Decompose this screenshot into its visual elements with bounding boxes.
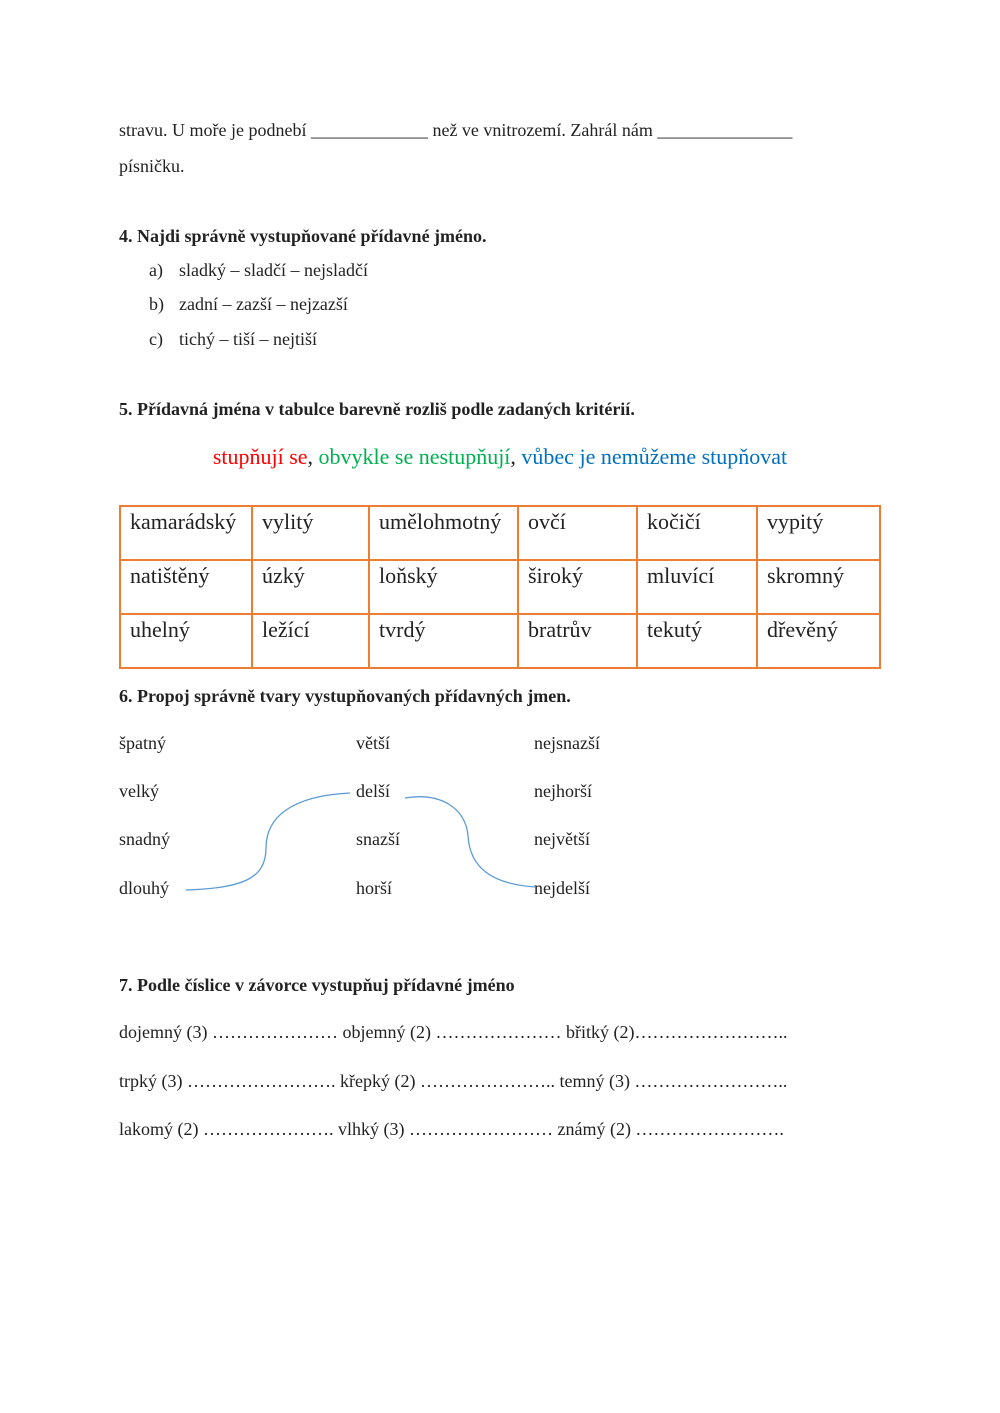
q5-heading: 5. Přídavná jména v tabulce barevně rozliš podle zadaných kritérií. <box>119 399 635 419</box>
table-cell[interactable]: natištěný <box>120 560 252 614</box>
table-cell[interactable]: skromný <box>757 560 880 614</box>
table-cell[interactable]: mluvící <box>637 560 757 614</box>
table-cell[interactable]: umělohmotný <box>369 506 518 560</box>
table-cell[interactable]: uhelný <box>120 614 252 668</box>
table-cell[interactable]: kamarádský <box>120 506 252 560</box>
col2-word[interactable]: horší <box>356 878 392 898</box>
table-cell[interactable]: ležící <box>252 614 369 668</box>
col3-word[interactable]: nejdelší <box>534 878 590 898</box>
legend-item-red: stupňují se <box>212 444 308 469</box>
table-cell[interactable]: úzký <box>252 560 369 614</box>
table-cell[interactable]: široký <box>518 560 637 614</box>
table-cell[interactable]: kočičí <box>637 506 757 560</box>
col2-word[interactable]: delší <box>356 781 390 801</box>
col2-word[interactable]: větší <box>356 733 390 753</box>
legend-separator: , <box>510 444 522 469</box>
table-cell[interactable]: vylitý <box>252 506 369 560</box>
q6-heading: 6. Propoj správně tvary vystupňovaných přídavných jmen. <box>119 686 571 706</box>
option-text: tichý – tiší – nejtiší <box>179 329 317 349</box>
q7-heading: 7. Podle číslice v závorce vystupňuj přídavné jméno <box>119 975 515 995</box>
table-cell[interactable]: tvrdý <box>369 614 518 668</box>
option-text: zadní – zazší – nejzazší <box>179 294 348 314</box>
col1-word[interactable]: snadný <box>119 829 170 849</box>
legend-item-blue: vůbec je nemůžeme stupňovat <box>521 444 788 469</box>
col2-word[interactable]: snazší <box>356 829 400 849</box>
q7-row[interactable]: dojemný (3) ………………… objemný (2) ………………… břitký (2)…………………….. <box>119 1022 788 1042</box>
option-label: c) <box>149 329 163 349</box>
option-label: b) <box>149 294 164 314</box>
col1-word[interactable]: velký <box>119 781 159 801</box>
connector-dlouhy-delsi <box>186 793 350 890</box>
table-cell[interactable]: vypitý <box>757 506 880 560</box>
option-label: a) <box>149 260 163 280</box>
table-cell[interactable]: tekutý <box>637 614 757 668</box>
col3-word[interactable]: nejsnazší <box>534 733 600 753</box>
continuation-text-line-2: písničku. <box>119 156 185 176</box>
table-cell[interactable]: dřevěný <box>757 614 880 668</box>
legend-separator: , <box>307 444 319 469</box>
q7-row[interactable]: lakomý (2) …………………. vlhký (3) …………………… známý (2) ……………………. <box>119 1119 784 1139</box>
col3-word[interactable]: nejhorší <box>534 781 592 801</box>
legend-item-green: obvykle se nestupňují <box>318 444 511 469</box>
q7-row[interactable]: trpký (3) ……………………. křepký (2) ………………….. temný (3) …………………….. <box>119 1071 788 1091</box>
connector-delsi-nejdelsi <box>405 797 535 887</box>
col3-word[interactable]: největší <box>534 829 590 849</box>
table-cell[interactable]: ovčí <box>518 506 637 560</box>
table-cell[interactable]: loňský <box>369 560 518 614</box>
table-cell[interactable]: bratrův <box>518 614 637 668</box>
col1-word[interactable]: špatný <box>119 733 166 753</box>
q4-heading: 4. Najdi správně vystupňované přídavné jméno. <box>119 226 487 246</box>
continuation-text-line-1: stravu. U moře je podnebí _____________ než ve vnitrozemí. Zahrál nám _______________ <box>119 120 793 140</box>
col1-word[interactable]: dlouhý <box>119 878 170 898</box>
option-text: sladký – sladčí – nejsladčí <box>179 260 368 280</box>
